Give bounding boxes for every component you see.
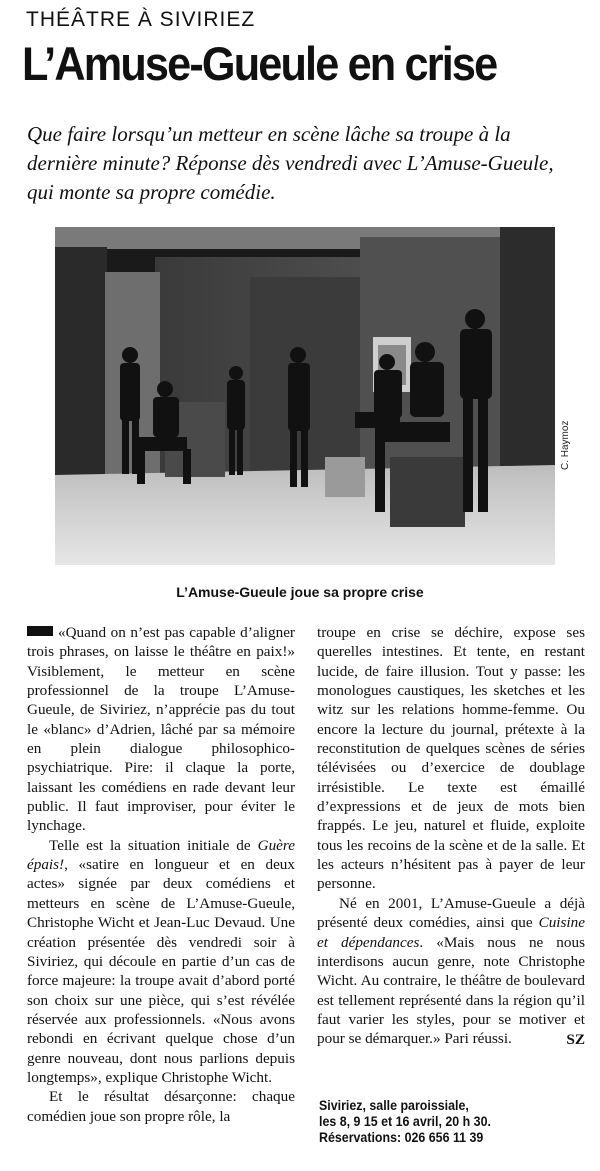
- event-venue: Siviriez, salle paroissiale,: [319, 1098, 469, 1113]
- paragraph-bullet-icon: [27, 626, 53, 636]
- stage-photo-illustration: [55, 227, 555, 565]
- paragraph-text: Né en 2001, L’Amuse-Gueule a déjà présenté deux comédies, ainsi que: [317, 894, 585, 932]
- play-title: Cuisine et dépendances: [317, 914, 585, 951]
- paragraph-text: Telle est la situation initiale de: [49, 836, 258, 854]
- paragraph-text: . «Mais nous ne nous interdisons aucun genre, note Christophe Wicht. Au contraire, le théâtre de boulevard est tellement représenté dans la région qu’il faut varier les styles, pour se motiver et pour se démarquer.» Pari réussi.: [317, 933, 585, 1048]
- paragraph-text: «Quand on n’est pas capable d’aligner trois phrases, on laisse le théâtre en paix!» Visiblement, le metteur en scène professionnel de la troupe L’Amuse-Gueule, de Siviriez, n’apprécie pas du tout le «blanc» d’Adrien, lâché par sa mémoire en plein dialogue philosophico-psychiatrique. Pire: il claque la porte, laissant les comédiens en rade devant leur public. Il faut improviser, pour éviter le lynchage.: [27, 624, 295, 835]
- article-paragraph: troupe en crise se déchire, expose ses querelles intestines. Et tente, en restant lucide, de faire illusion. Tout y passe: les monologues caustiques, les sketches et les witz sur les relations homme-femme. Ou encore la lecture du journal, prétexte à la reconstitution de quelques scènes de séries télévisées ou d’exercice de doublage irrésistible. Le texte est émaillé d’expressions et de jeux de mots bien frappés. Le jeu, naturel et fluide, exploite tous les recoins de la scène et de la salle. Et les acteurs n’hésitent pas à payer de leur personne.: [317, 624, 585, 893]
- article-paragraph: [317, 894, 585, 1049]
- stage-photo: [55, 227, 555, 565]
- photo-credit: C. Haymoz: [560, 420, 571, 470]
- author-initials: SZ: [566, 1030, 585, 1048]
- article-paragraph: [27, 623, 295, 836]
- photo-caption: L’Amuse-Gueule joue sa propre crise: [176, 584, 424, 600]
- article-paragraph: Et le résultat désarçonne: chaque comédien joue son propre rôle, la: [27, 1088, 295, 1125]
- paragraph-text: , «satire en longueur et en deux actes» signée par deux comédiens et metteurs en scène de L’Amuse-Gueule, Christophe Wicht et Jean-Luc Devaud. Une création présentée dès vendredi soir à Siviriez, qui découle en partie d’un cas de force majeure: la troupe avait d’abord porté son choix sur une pièce, qui s’est révélée réservée aux professionnels. «Nous avons rebondi en écrivant quelque chose d’un genre nouveau, dont nous parlions depuis longtemps», explique Christophe Wicht.: [27, 856, 295, 1086]
- event-dates: les 8, 9 15 et 16 avril, 20 h 30.: [319, 1114, 491, 1129]
- article-column-1: [27, 623, 295, 1126]
- headline: L’Amuse-Gueule en crise: [22, 37, 497, 90]
- event-reservations: Réservations: 026 656 11 39: [319, 1130, 484, 1145]
- event-info: [319, 1098, 491, 1146]
- lead-paragraph: Que faire lorsqu’un metteur en scène lâche sa troupe à la dernière minute? Réponse dès vendredi avec L’Amuse-Gueule, qui monte sa propre comédie.: [27, 122, 554, 204]
- section-kicker: THÉÂTRE À SIVIRIEZ: [26, 8, 256, 31]
- article-column-2: [317, 623, 585, 1049]
- play-title: Guère épais!: [27, 836, 295, 874]
- article-paragraph: [27, 836, 295, 1087]
